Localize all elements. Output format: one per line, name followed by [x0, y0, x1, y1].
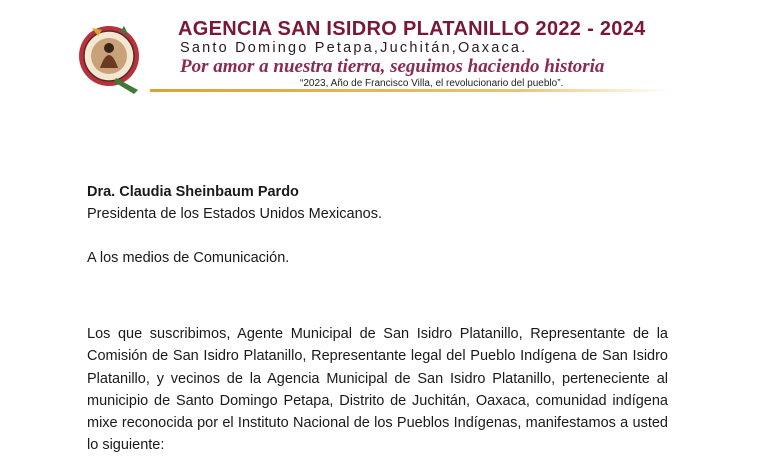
year-quote: “2023, Año de Francisco Villa, el revolucionario del pueblo”. [300, 78, 564, 89]
recipient-title: Presidenta de los Estados Unidos Mexicanos. [87, 206, 382, 222]
letter-paragraph: Los que suscribimos, Agente Municipal de San Isidro Platanillo, Representante de la Comisión de San Isidro Platanillo, Representante legal del Pueblo Indígena de San Isidro Platanillo, y vecinos de la Agencia Municipal de San Isidro Platanillo, perteneciente al municipio de Santo Domingo Petapa, Distrito de Juchitán, Oaxaca, comunidad indígena mixe reconocida por el Instituto Nacional de los Pueblos Indígenas, manifestamos a usted lo siguiente: [87, 326, 668, 454]
agency-motto: Por amor a nuestra tierra, seguimos haciendo historia [180, 56, 605, 77]
agency-location: Santo Domingo Petapa,Juchitán,Oaxaca. [180, 40, 528, 56]
header-divider [150, 89, 670, 92]
agency-title: AGENCIA SAN ISIDRO PLATANILLO 2022 - 2024 [178, 18, 646, 40]
media-addressee: A los medios de Comunicación. [87, 250, 290, 266]
recipient-name: Dra. Claudia Sheinbaum Pardo [87, 184, 299, 200]
agency-seal-icon [76, 20, 146, 96]
letterhead [0, 0, 768, 100]
